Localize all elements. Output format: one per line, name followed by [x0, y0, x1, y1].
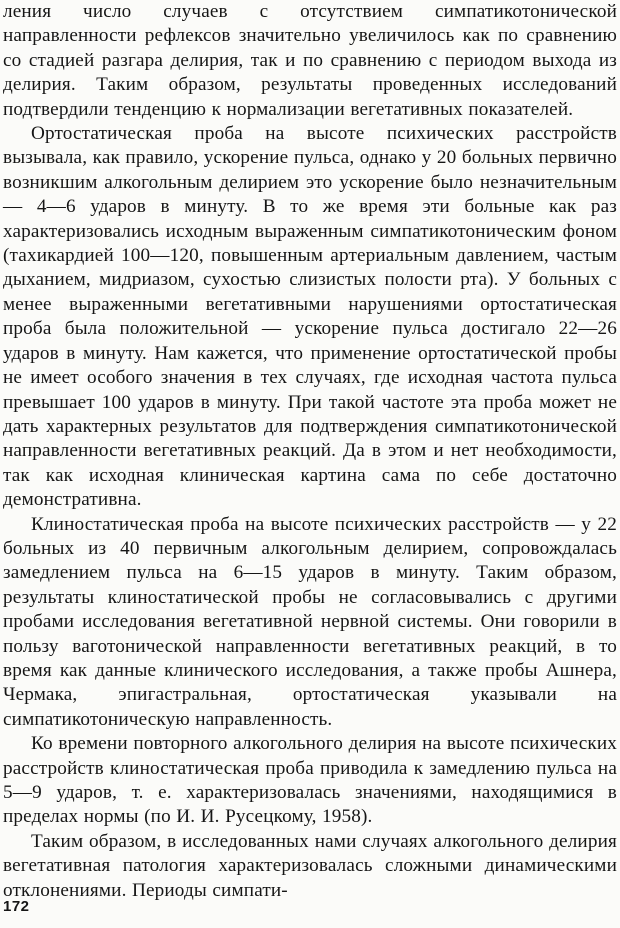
body-text [3, 0, 617, 903]
paragraph-conclusion: Таким образом, в исследованных нами случаях алкогольного делирия вегетативная патология характеризовалась сложными динамическими отклонениями. Периоды симпати- [3, 830, 617, 901]
paragraph-clinostatic-test: Клиностатическая проба на высоте психических расстройств — у 22 больных из 40 первичным алкогольным делирием, сопровождалась замедлением пульса на 6—15 ударов в минуту. Таким образом, результаты клиностатической пробы не согласовывались с другими пробами исследования вегетативной нервной системы. Они говорили в пользу ваготонической направленности вегетативных реакций, в то время как данные клинического исследования, а также пробы Ашнера, Чермака, эпигастральная, ортостатическая указывали на симпатикотоническую направленность. [3, 513, 617, 730]
paragraph-continuation: ления число случаев с отсутствием симпатикотонической направленности рефлексов значительно увеличилось как по сравнению со стадией разгара делирия, так и по сравнению с периодом выхода из делирия. Таким образом, результаты проведенных исследований подтвердили тенденцию к нормализации вегетативных показателей. [3, 1, 617, 120]
paragraph-repeated-delirium: Ко времени повторного алкогольного делирия на высоте психических расстройств клиностатическая проба приводила к замедлению пульса на 5—9 ударов, т. е. характеризовалась значениями, находящимися в пределах нормы (по И. И. Русецкому, 1958). [3, 733, 617, 828]
paragraph-orthostatic-test: Ортостатическая проба на высоте психических расстройств вызывала, как правило, ускорение пульса, однако у 20 больных первично возникшим алкогольным делирием это ускорение было незначительным — 4—6 ударов в минуту. В то же время эти больные как раз характеризовались исходным выраженным симпатикотоническим фоном (тахикардией 100—120, повышенным артериальным давлением, частым дыханием, мидриазом, сухостью слизистых полости рта). У больных с менее выраженными вегетативными нарушениями ортостатическая проба была положительной — ускорение пульса достигало 22—26 ударов в минуту. Нам кажется, что применение ортостатической пробы не имеет особого значения в тех случаях, где исходная частота пульса превышает 100 ударов в минуту. При такой частоте эта проба может не дать характерных результатов для подтверждения симпатикотонической направленности вегетативных реакций. Да в этом и нет необходимости, так как исходная клиническая картина сама по себе достаточно демонстративна. [3, 123, 617, 511]
page-number: 172 [3, 898, 30, 915]
